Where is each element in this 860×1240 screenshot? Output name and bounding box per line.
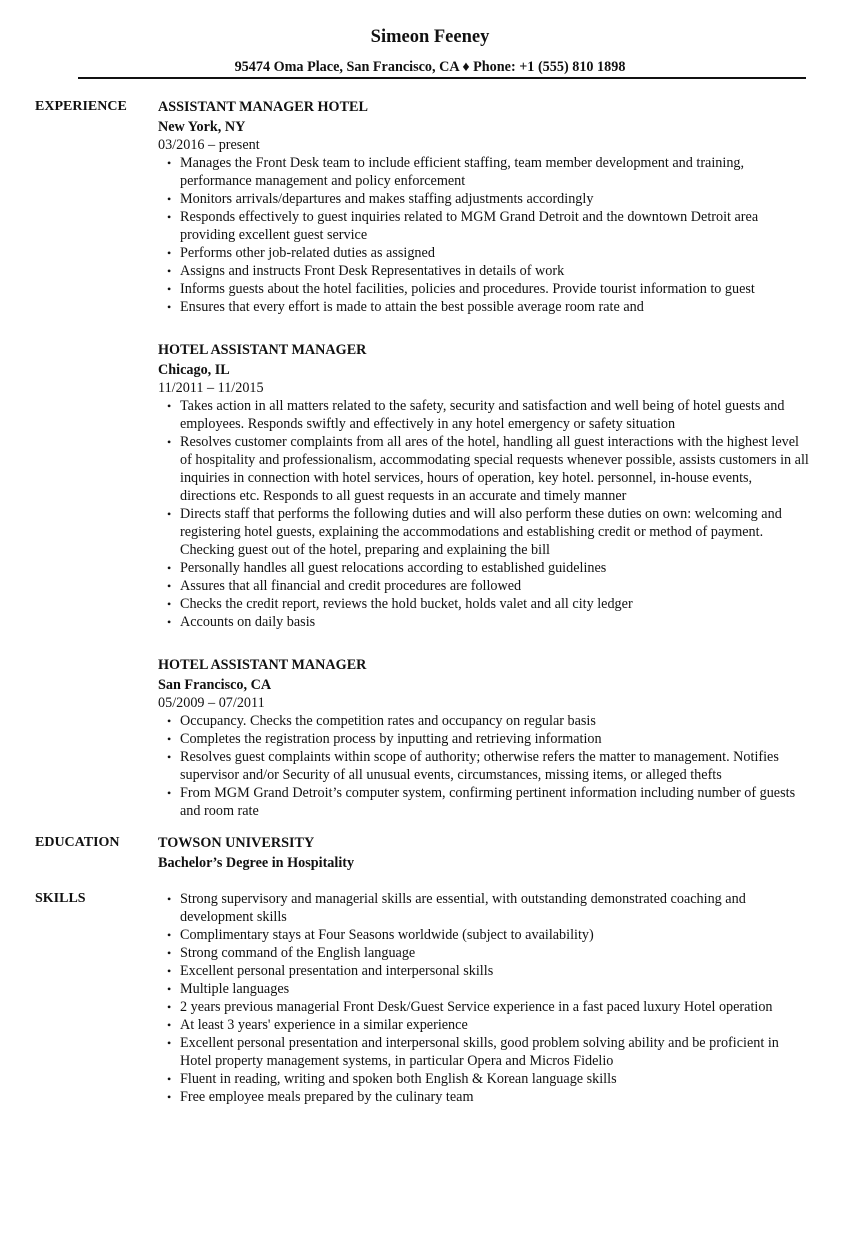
experience-section xyxy=(35,98,815,845)
skills-section xyxy=(35,890,815,1106)
job-bullet: • From MGM Grand Detroit’s computer system, confirming pertinent information including number of guests and room rate xyxy=(158,784,810,820)
job-location: New York, NY xyxy=(158,119,246,135)
skill-item: • Free employee meals prepared by the culinary team xyxy=(158,1088,810,1106)
job-entry xyxy=(158,98,815,316)
section-label-education: EDUCATION xyxy=(35,835,120,850)
section-label-skills: SKILLS xyxy=(35,891,86,906)
job-location: Chicago, IL xyxy=(158,362,230,378)
job-title: HOTEL ASSISTANT MANAGER xyxy=(158,657,367,673)
skill-item: • 2 years previous managerial Front Desk/Guest Service experience in a fast paced luxury Hotel operation xyxy=(158,998,810,1016)
education-section xyxy=(35,834,815,872)
skill-item: • Strong command of the English language xyxy=(158,944,810,962)
job-entry xyxy=(158,341,815,631)
job-bullet: • Informs guests about the hotel facilities, policies and procedures. Provide tourist information to guest xyxy=(158,280,810,298)
job-bullet: • Occupancy. Checks the competition rates and occupancy on regular basis xyxy=(158,712,810,730)
contact-line: 95474 Oma Place, San Francisco, CA ♦ Phone: +1 (555) 810 1898 xyxy=(234,59,626,75)
job-title: ASSISTANT MANAGER HOTEL xyxy=(158,99,368,115)
skill-item: • Fluent in reading, writing and spoken both English & Korean language skills xyxy=(158,1070,810,1088)
job-bullet: • Assigns and instructs Front Desk Representatives in details of work xyxy=(158,262,810,280)
skill-item: • Excellent personal presentation and interpersonal skills, good problem solving ability and be proficient in Hotel property management systems, in particular Opera and Micros Fidelio xyxy=(158,1034,810,1070)
skills-list xyxy=(158,890,815,1106)
job-bullet: • Performs other job-related duties as assigned xyxy=(158,244,810,262)
skill-item: • At least 3 years' experience in a similar experience xyxy=(158,1016,810,1034)
job-bullet: • Completes the registration process by inputting and retrieving information xyxy=(158,730,810,748)
job-bullet: • Resolves guest complaints within scope of authority; otherwise refers the matter to management. Notifies supervisor and/or Security of all unusual events, circumstances, missing items, or alleged thefts xyxy=(158,748,810,784)
school-name: TOWSON UNIVERSITY xyxy=(158,835,315,851)
job-entry xyxy=(158,656,815,820)
job-bullet: • Resolves customer complaints from all ares of the hotel, handling all guest interactions with the highest level of hospitality and professionalism, accommodating special requests whenever possible, assists customers in all inquiries in connection with hotel services, hours of operation, key hotel. personnel, in-house events, directions etc. Responds to all guest requests in an accurate and timely manner xyxy=(158,433,810,505)
header-divider xyxy=(78,77,806,79)
job-bullet: • Assures that all financial and credit procedures are followed xyxy=(158,577,810,595)
skill-item: • Multiple languages xyxy=(158,980,810,998)
job-list xyxy=(158,98,815,820)
skill-item: • Complimentary stays at Four Seasons worldwide (subject to availability) xyxy=(158,926,810,944)
job-bullet: • Manages the Front Desk team to include efficient staffing, team member development and training, performance management and policy enforcement xyxy=(158,154,810,190)
job-location: San Francisco, CA xyxy=(158,677,272,693)
job-bullet: • Directs staff that performs the following duties and will also perform these duties on own: welcoming and registering hotel guests, explaining the accommodations and establishing credit or method of payment. Checking guest out of the hotel, preparing and explaining the bill xyxy=(158,505,810,559)
job-bullet: • Takes action in all matters related to the safety, security and satisfaction and well being of hotel guests and employees. Responds swiftly and effectively in any hotel emergency or safety situation xyxy=(158,397,810,433)
job-bullet: • Accounts on daily basis xyxy=(158,613,810,631)
skill-item: • Strong supervisory and managerial skills are essential, with outstanding demonstrated coaching and development skills xyxy=(158,890,810,926)
job-dates: 05/2009 – 07/2011 xyxy=(158,695,265,711)
job-bullet: • Personally handles all guest relocations according to established guidelines xyxy=(158,559,810,577)
job-title: HOTEL ASSISTANT MANAGER xyxy=(158,342,367,358)
job-bullet: • Responds effectively to guest inquiries related to MGM Grand Detroit and the downtown Detroit area providing excellent guest service xyxy=(158,208,810,244)
job-dates: 03/2016 – present xyxy=(158,137,260,153)
candidate-name: Simeon Feeney xyxy=(370,27,490,47)
job-bullet: • Ensures that every effort is made to attain the best possible average room rate and xyxy=(158,298,810,316)
job-bullet: • Checks the credit report, reviews the hold bucket, holds valet and all city ledger xyxy=(158,595,810,613)
job-dates: 11/2011 – 11/2015 xyxy=(158,380,264,396)
job-bullet: • Monitors arrivals/departures and makes staffing adjustments accordingly xyxy=(158,190,810,208)
section-label-experience: EXPERIENCE xyxy=(35,99,127,114)
skill-item: • Excellent personal presentation and interpersonal skills xyxy=(158,962,810,980)
degree: Bachelor’s Degree in Hospitality xyxy=(158,855,355,871)
